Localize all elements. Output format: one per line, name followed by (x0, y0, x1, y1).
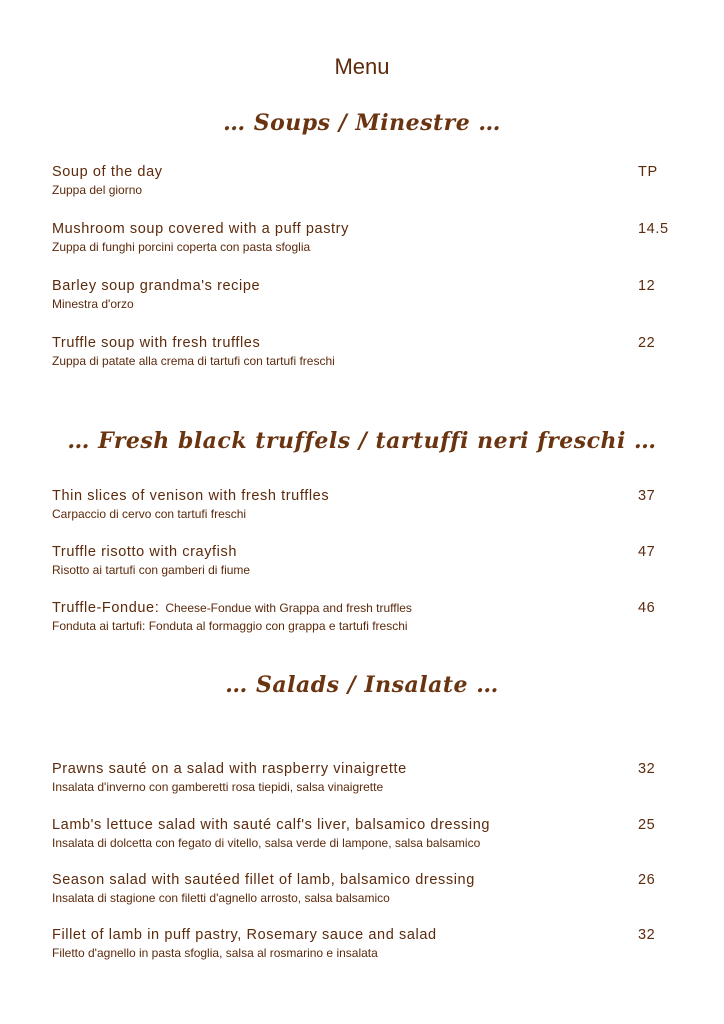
item-price: 37 (638, 488, 656, 504)
menu-item (52, 760, 672, 795)
item-price: 32 (638, 761, 656, 777)
item-name: Mushroom soup covered with a puff pastry (52, 221, 349, 237)
item-price: 26 (638, 872, 656, 888)
menu-item (52, 816, 672, 851)
item-price: 32 (638, 927, 656, 943)
item-name: Prawns sauté on a salad with raspberry vinaigrette (52, 761, 407, 777)
item-price: 46 (638, 600, 656, 616)
menu-item (52, 277, 672, 312)
item-price: 47 (638, 544, 656, 560)
item-name: Truffle risotto with crayfish (52, 544, 238, 560)
item-name-line (52, 599, 672, 617)
item-name: Season salad with sautéed fillet of lamb, balsamico dressing (52, 872, 475, 888)
item-italian: Fonduta ai tartufi: Fonduta al formaggio con grappa e tartufi freschi (52, 619, 408, 633)
item-inline-description: Cheese-Fondue with Grappa and fresh truffles (165, 601, 412, 615)
menu-item (52, 163, 672, 198)
section-heading-truffles: … Fresh black truffels / tartuffi neri freschi … (67, 428, 657, 454)
item-italian: Risotto ai tartufi con gamberi di fiume (52, 563, 251, 577)
item-italian: Minestra d'orzo (52, 297, 134, 311)
item-price: TP (638, 164, 658, 180)
item-italian: Zuppa di patate alla crema di tartufi con tartufi freschi (52, 354, 335, 368)
item-name: Truffle-Fondue: (52, 600, 160, 616)
item-italian: Insalata di dolcetta con fegato di vitello, salsa verde di lampone, salsa balsamico (52, 836, 481, 850)
item-name: Fillet of lamb in puff pastry, Rosemary sauce and salad (52, 927, 437, 943)
item-name: Lamb's lettuce salad with sauté calf's liver, balsamico dressing (52, 817, 491, 833)
menu-item (52, 543, 672, 578)
item-italian: Filetto d'agnello in pasta sfoglia, salsa al rosmarino e insalata (52, 946, 378, 960)
item-name: Soup of the day (52, 164, 163, 180)
menu-item (52, 334, 672, 369)
item-italian: Carpaccio di cervo con tartufi freschi (52, 507, 247, 521)
menu-item (52, 926, 672, 961)
item-price: 22 (638, 335, 656, 351)
item-price: 14.5 (638, 221, 669, 237)
item-italian: Insalata di stagione con filetti d'agnello arrosto, salsa balsamico (52, 891, 390, 905)
section-heading-salads: … Salads / Insalate … (225, 672, 499, 698)
item-italian: Zuppa del giorno (52, 183, 143, 197)
item-name: Barley soup grandma's recipe (52, 278, 261, 294)
item-name: Thin slices of venison with fresh truffles (52, 488, 330, 504)
section-heading-soups: … Soups / Minestre … (223, 110, 501, 136)
item-price: 12 (638, 278, 656, 294)
item-italian: Insalata d'inverno con gamberetti rosa tiepidi, salsa vinaigrette (52, 780, 384, 794)
item-price: 25 (638, 817, 656, 833)
item-italian: Zuppa di funghi porcini coperta con pasta sfoglia (52, 240, 311, 254)
menu-item (52, 871, 672, 906)
item-name: Truffle soup with fresh truffles (52, 335, 261, 351)
menu-item (52, 220, 672, 255)
menu-item (52, 487, 672, 522)
menu-item (52, 599, 672, 634)
menu-title: Menu (334, 54, 390, 79)
